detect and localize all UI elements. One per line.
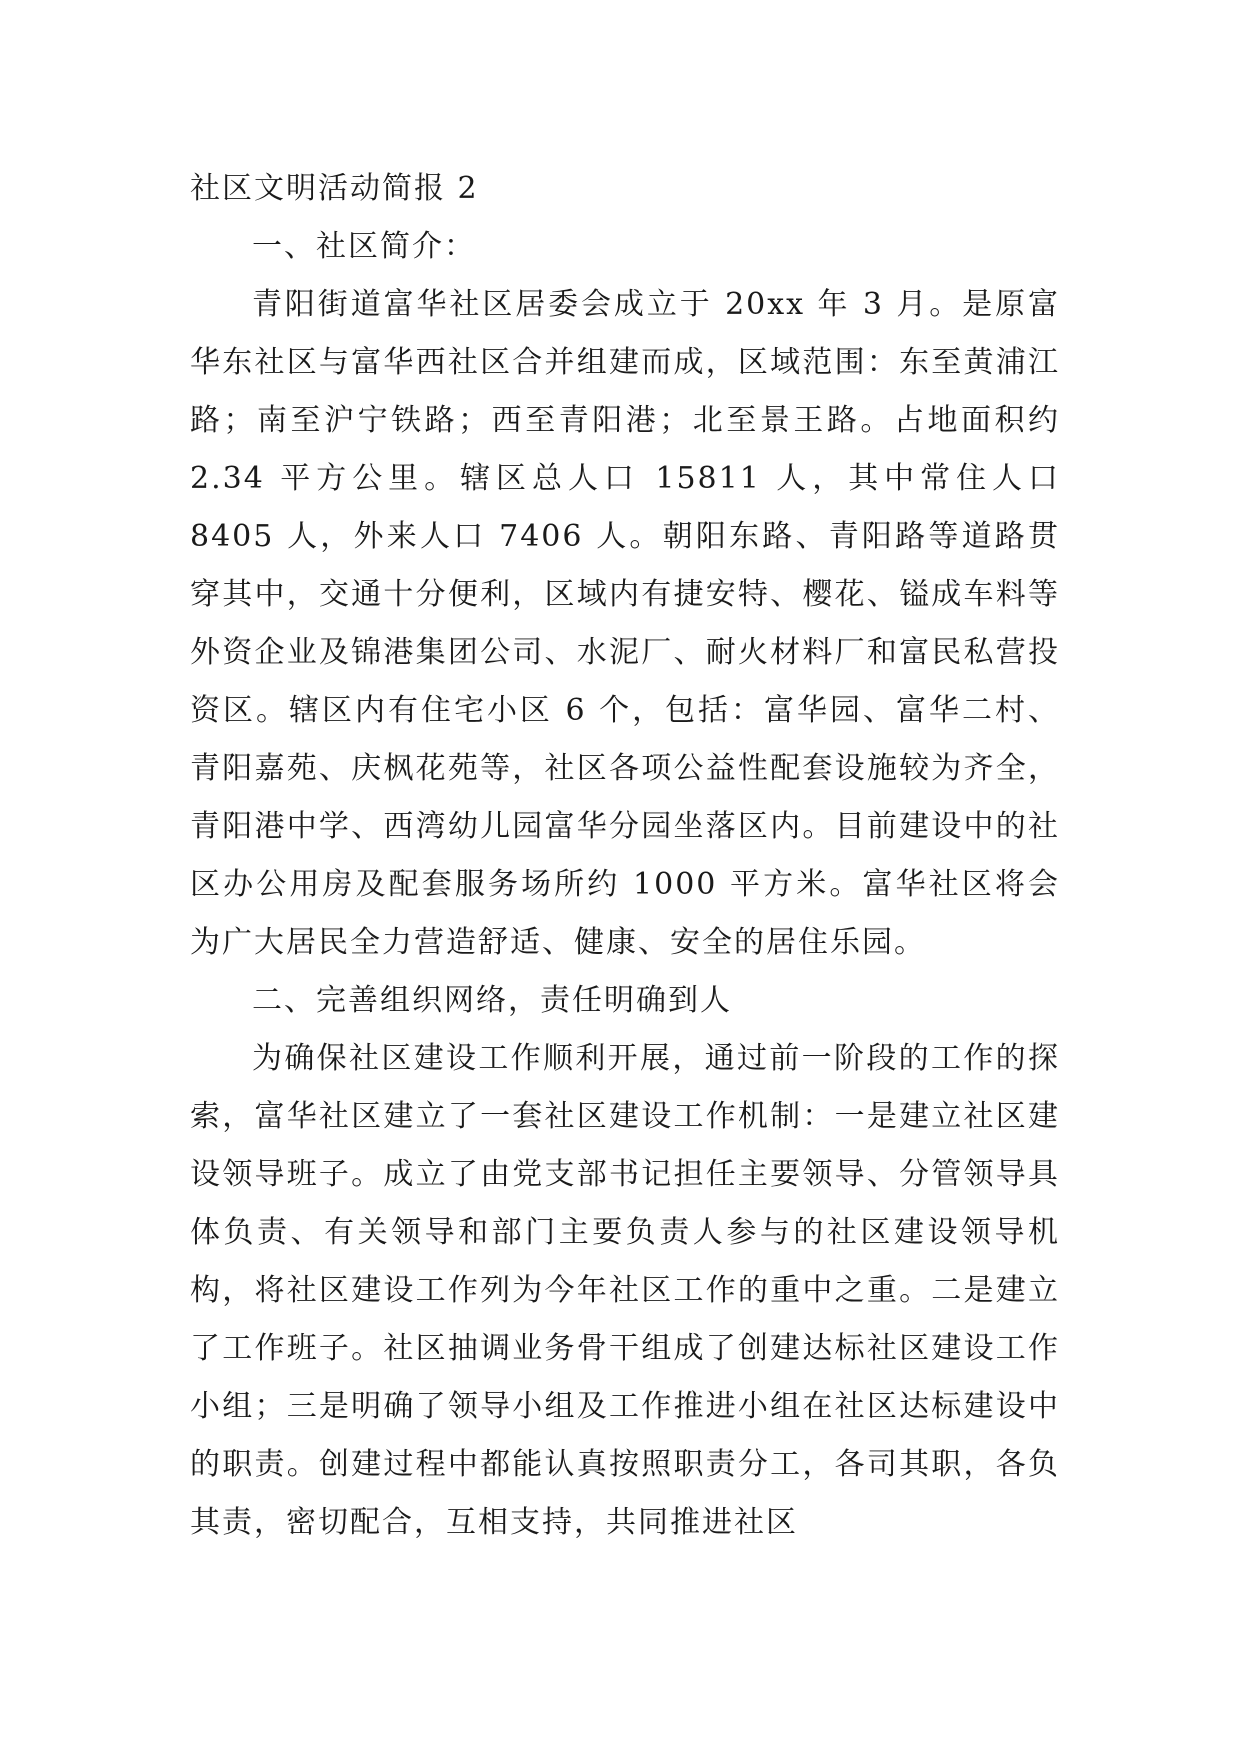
document-body — [190, 160, 1060, 1552]
paragraph-organization: 为确保社区建设工作顺利开展，通过前一阶段的工作的探索，富华社区建立了一套社区建设工作机制：一是建立社区建设领导班子。成立了由党支部书记担任主要领导、分管领导具体负责、有关领导和部门主要负责人参与的社区建设领导机构，将社区建设工作列为今年社区工作的重中之重。二是建立了工作班子。社区抽调业务骨干组成了创建达标社区建设工作小组；三是明确了领导小组及工作推进小组在社区达标建设中的职责。创建过程中都能认真按照职责分工，各司其职，各负其责，密切配合，互相支持，共同推进社区 — [190, 1041, 1060, 1540]
section-heading-organization: 二、完善组织网络，责任明确到人 — [252, 983, 732, 1018]
section-heading-intro: 一、社区简介： — [252, 229, 476, 264]
paragraph-intro: 青阳街道富华社区居委会成立于 20xx 年 3 月。是原富华东社区与富华西社区合并组建而成，区域范围：东至黄浦江路；南至沪宁铁路；西至青阳港；北至景王路。占地面积约 2.34 平方公里。辖区总人口 15811 人，其中常住人口 8405 人，外来人口 7406 人。朝阳东路、青阳路等道路贯穿其中，交通十分便利，区域内有捷安特、樱花、镒成车料等外资企业及锦港集团公司、水泥厂、耐火材料厂和富民私营投资区。辖区内有住宅小区 6 个，包括：富华园、富华二村、青阳嘉苑、庆枫花苑等，社区各项公益性配套设施较为齐全，青阳港中学、西湾幼儿园富华分园坐落区内。目前建设中的社区办公用房及配套服务场所约 1000 平方米。富华社区将会为广大居民全力营造舒适、健康、安全的居住乐园。 — [190, 287, 1060, 960]
document-title: 社区文明活动简报 2 — [190, 171, 479, 206]
